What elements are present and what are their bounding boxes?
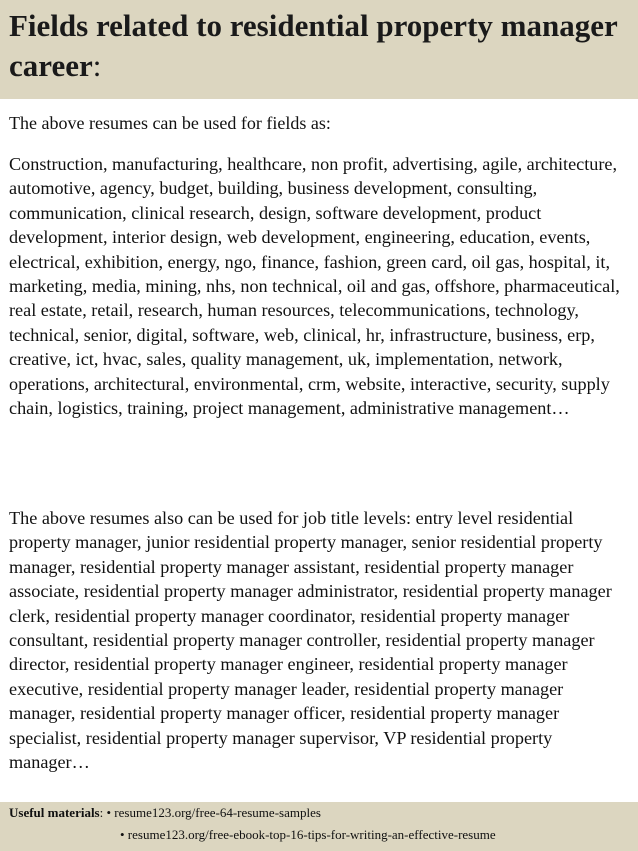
useful-materials-label: Useful materials (9, 805, 100, 820)
footer-row-2 (120, 827, 496, 843)
job-levels-paragraph: The above resumes also can be used for job title levels: entry level residential property manager, junior residential property manager, senior residential property manager, residential property manager assistant, residential property manager associate, residential property manager administrator, residential property manager clerk, residential property manager coordinator, residential property manager consultant, residential property manager controller, residential property manager director, residential property manager engineer, residential property manager executive, residential property manager leader, residential property manager manager, residential property manager officer, residential property manager specialist, residential property manager supervisor, VP residential property manager… (9, 508, 612, 773)
header-band (0, 0, 638, 99)
footer-row-1 (9, 805, 321, 821)
footer-separator: : (99, 805, 107, 820)
footer-link-ebook-tips[interactable]: • resume123.org/free-ebook-top-16-tips-for-writing-an-effective-resume (120, 827, 496, 842)
page-title (9, 6, 629, 86)
intro-text: The above resumes can be used for fields as: (9, 113, 331, 133)
footer-link-resume-samples[interactable]: • resume123.org/free-64-resume-samples (106, 805, 321, 820)
fields-list-paragraph: Construction, manufacturing, healthcare, non profit, advertising, agile, architecture, automotive, agency, budget, building, business development, consulting, communication, clinical research, design, software development, product development, interior design, web development, engineering, education, events, electrical, exhibition, energy, ngo, finance, fashion, green card, oil gas, hospital, it, marketing, media, mining, nhs, non technical, oil and gas, offshore, pharmaceutical, real estate, retail, research, human resources, telecommunications, technology, technical, senior, digital, software, web, clinical, hr, infrastructure, business, erp, creative, ict, hvac, sales, quality management, uk, implementation, network, operations, architectural, environmental, crm, website, interactive, security, supply chain, logistics, training, project management, administrative management… (9, 154, 620, 419)
page-title-colon: : (92, 48, 102, 83)
page-title-text: Fields related to residential property manager career (9, 8, 618, 83)
footer-band (0, 802, 638, 851)
